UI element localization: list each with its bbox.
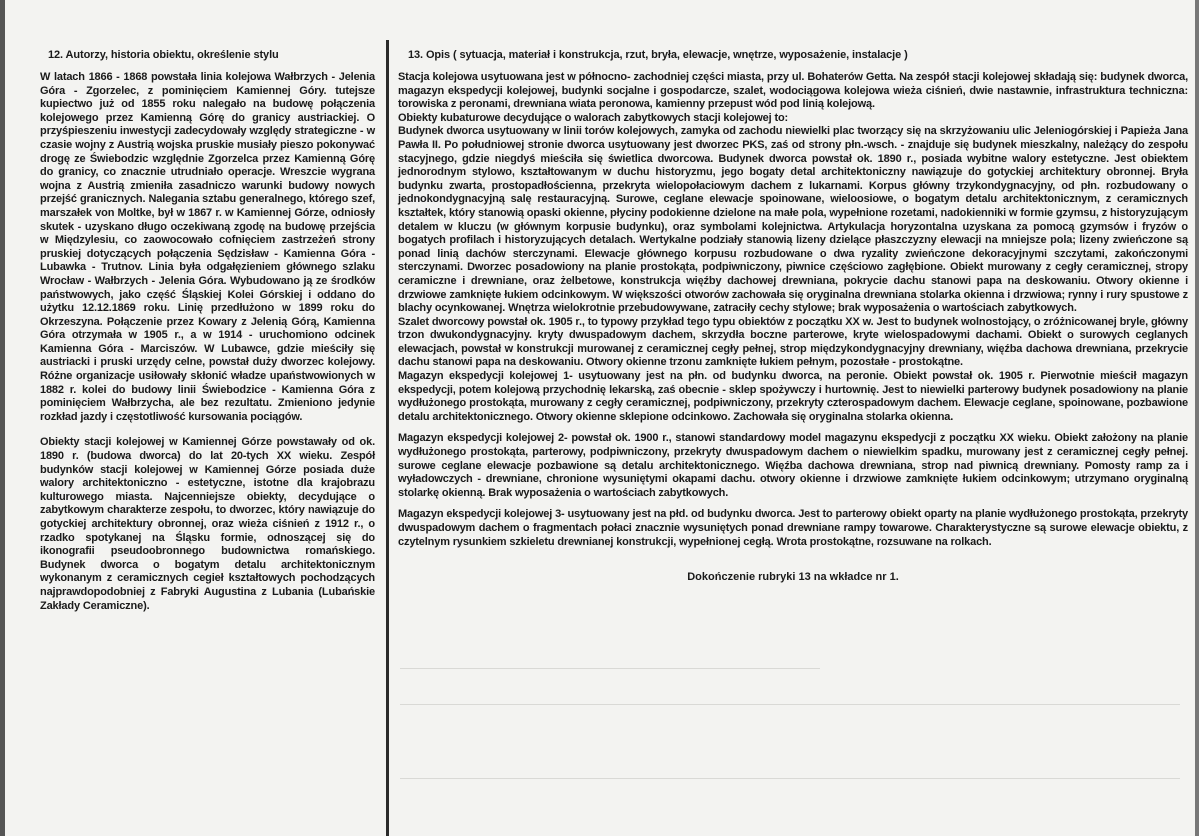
warehouse-2-paragraph: Magazyn ekspedycji kolejowej 2- powstał ok. 1900 r., stanowi standardowy model magazynu ekspedycji z początku XX wieku. Obiekt założony na planie wydłużonego prostokąta, parterowy, podpiwniczony, przekryty dwuspadowym dachem o niewielkim spadku, murowany jest z ceramicznej cegły pełnej. surowe ceglane elewacje pozbawione są detalu architektonicznego. Więźba dachowa drewniana, strop nad piwnicą drewniany. Pomosty ramp za i wyładowczych - drewniane, chronione wysuniętymi okapami dachu. otwory okienne i drzwiowe zamknięte łukiem odcinkowym; utrzymano oryginalną stolarkę okienną. Brak wyposażenia o wartościach zabytkowych. xyxy=(398,432,1188,499)
station-overview-paragraph: Stacja kolejowa usytuowana jest w północno- zachodniej części miasta, przy ul. Bohaterów Getta. Na zespół stacji kolejowej składają się: budynek dworca, magazyn ekspedycji kolejowej, budynki socjalne i gospodarcze, szalet, wodociągowa kolejowa wieża ciśnień, dwie nastawnie, infrastruktura techniczna: torowiska z peronami, drewniana wiata peronowa, kamienny przepust wód pod linią kolejową. xyxy=(398,71,1188,111)
warehouse-3-paragraph: Magazyn ekspedycji kolejowej 3- usytuowany jest na płd. od budynku dworca. Jest to parterowy obiekt oparty na planie wydłużonego prostokąta, przekryty dwuspadowym dachem o fragmentach połaci znacznie wysuniętych ponad drewniane rampy towarowe. Charakterystyczne są surowe elewacje obiektu, z czytelnym rysunkiem szkieletu drewnianej konstrukcji, wypełnionej cegłą. Wrota prostokątne, rozsuwane na rolkach. xyxy=(398,508,1188,548)
scan-edge-left xyxy=(0,0,5,836)
key-objects-intro: Obiekty kubaturowe decydujące o walorach zabytkowych stacji kolejowej to: xyxy=(398,111,789,124)
bleed-through-line xyxy=(400,668,820,669)
toilet-building-paragraph: Szalet dworcowy powstał ok. 1905 r., to typowy przykład tego typu obiektów z początku XX w. Jest to budynek wolnostojący, o zróżnicowanej bryle, główny trzon dwukondygnacyjny. kryty dwuspadowym dachem, skrzydła boczne parterowe, kryte wielospadowymi dachami. Obiekt o surowych ceglanych elewacjach, powstał w konstrukcji murowanej z ceramicznej cegły pełnej, strop międzykondygnacyjny drewniany, więźba dachowa drewniana, przekrycie dachu stanowi papa na deskowaniu. Otwory okienne trzonu zamknięte łukiem pełnym, pozostałe - prostokątne. xyxy=(398,315,1188,369)
bleed-through-line xyxy=(400,704,1180,705)
bleed-through-line xyxy=(400,778,1180,779)
warehouse-1-paragraph: Magazyn ekspedycji kolejowej 1- usytuowany jest na płn. od budynku dworca, na peronie. Obiekt powstał ok. 1905 r. Pierwotnie mieścił magazyn ekspedycji, potem kolejową przychodnię lekarską, zaś obecnie - sklep spożywczy i hurtownię. Jest to niewielki parterowy budynek posadowiony na planie wydłużonego prostokąta, murowany z cegły ceramicznej, podpiwniczony, przekryty czterospadowym dachem. Elewacje ceglane, spoinowane, pozbawione detalu architektonicznego. Otwory okienne sklepione odcinkowo. Zachowała się oryginalna stolarka okienna. xyxy=(398,370,1188,423)
station-building-paragraph: Budynek dworca usytuowany w linii torów kolejowych, zamyka od zachodu niewielki plac tworzący się na skrzyżowaniu ulic Jeleniogórskiej i Papieża Jana Pawła II. Po południowej stronie dworca usytuowany jest dworzec PKS, zaś od strony płn.-wsch. - znajduje się budynek mieszkalny, należący do zespołu stacyjnego, gdzie niegdyś mieściła się świetlica dworcowa. Budynek dworca powstał ok. 1890 r., posiada wybitne walory estetyczne. Jest obiektem jednorodnym stylowo, kształtowanym w duchu historyzmu, jego bogaty detal architektoniczny nawiązuje do gotyckiej architektury obronnej. Bryła budynku zwarta, prostopadłościenna, przekryta wielopołaciowym dachem z lukarnami. Korpus główny trzykondygnacyjny, od płn. rozbudowany o jednokondygnacyjną salę restauracyjną. Surowe, ceglane elewacje spoinowane, wieloosiowe, o bogatym detalu architektonicznym, z ceramicznych kształtek, który stanowią opaski okienne, płyciny podokienne dzielone na małe pola, wypełnione rozetami, nadokienniki w formie gzymsu, z historyzującym detalem w kluczu (w głównym korpusie budynku), oraz symbolami kolejnictwa. Artykulacja horyzontalna uzyskana za pomocą gzymsów i fryzów o bogatych profilach i historyzujących detalach. Wertykalne podziały stanowią lizeny dzielące płaszczyzny elewacji na mniejsze pola; lizeny zwieńczone są ponad linią dachów sterczynami. Elewacje głównego korpusu rozbudowane o dwa ryzality zwieńczone dekoracyjnymi szczytami, zakończonymi sterczynami. Dworzec posadowiony na planie prostokąta, podpiwniczony, piwnice częściowo zagłębione. Obiekt murowany z cegły ceramicznej, stropy ceramiczne i drewniane, oraz żelbetowe, konstrukcja więźby dachowej drewniana, pokrycie dachu stanowi papa na deskowaniu. Otwory okienne i drzwiowe zamknięte łukiem odcinkowym. W większości otworów zachowała się oryginalna drewniana stolarka okienna i drzwiowa; rynny i rury spustowe z blachy ocynkowanej. Wnętrza wielokrotnie przebudowywane, zatraciły cechy stylowe; brak wyposażenia o wartościach zabytkowych. xyxy=(398,125,1188,315)
style-paragraph: Obiekty stacji kolejowej w Kamiennej Górze powstawały od ok. 1890 r. (budowa dworca) do lat 20-tych XX wieku. Zespół budynków stacji kolejowej w Kamiennej Górze posiada duże walory architektoniczno - estetyczne, istotne dla krajobrazu kulturowego miasta. Najcenniejsze obiekty, decydujące o zabytkowym charakterze zespołu, to dworzec, który nawiązuje do gotyckiej architektury obronnej, oraz wieża ciśnień z 1912 r., o rzadko spotykanej na Śląsku formie, odnoszącej się do ikonografii pseudoobronnego budownictwa romańskiego. Budynek dworca o bogatym detalu architektonicznym wykonanym z ceramicznych cegieł kształtowych pochodzących najprawdopodobniej z Fabryki Augustina z Lubania (Lubańskie Zakłady Ceramiczne). xyxy=(40,436,375,612)
section-13-description xyxy=(398,49,1188,583)
column-divider xyxy=(386,40,389,836)
section-12-heading: 12. Autorzy, historia obiektu, określenie stylu xyxy=(48,49,279,61)
section-12-history xyxy=(40,49,375,613)
history-paragraph: W latach 1866 - 1868 powstała linia kolejowa Wałbrzych - Jelenia Góra - Zgorzelec, z pominięciem Kamiennej Góry. tutejsze kupiectwo już od 1855 roku nalegało na budowę połączenia kolejowego przez Kamienną Górę do granicy austriackiej. O przyśpieszeniu inwestycji zadecydowały względy strategiczne - w czasie wojny z Austrią wojska pruskie musiały pieszo pokonywać drogę ze Świebodzic względnie Zgorzelca przez Kamienną Górę do granicy, co znacznie utrudniało operacje. Wreszcie wygrana wojna z Austrią zmieniła zasadniczo warunki budowy nowych przejść granicznych. Nalegania sztabu generalnego, którego szef, marszałek von Moltke, był w 1867 r. w Kamiennej Górze, odniosły skutek - uzyskano długo oczekiwaną zgodę na budowę przejścia w Międzylesiu, co zaowocowało cofnięciem zastrzeżeń strony pruskiej dotyczących połączenia Sędzisław - Kamienna Góra - Lubawka - Trutnov. Linia była odgałęzieniem głównego szlaku Wrocław - Wałbrzych - Jelenia Góra. Wybudowano ją ze środków państwowych, jako część Śląskiej Kolei Górskiej i oddano do użytku 12.12.1869 roku. Linię przedłużono w 1899 roku do Okrzeszyna. Połączenie przez Kowary z Jelenią Górą, Kamienna Góra otrzymała w 1905 r., a w 1914 - uruchomiono odcinek Kamienna Góra - Marciszów. W Lubawce, gdzie mieściły się austriacki i pruski urzędy celne, powstał duży dworzec kolejowy. Różne organizacje usiłowały skłonić władze upaństwowionych w 1882 r. kolei do budowy linii Świebodzice - Kamienna Góra z pominięciem Wałbrzycha, ale bez rezultatu. Zmieniono jedynie rozkład jazdy i częstotliwość kursowania pociągów. xyxy=(40,71,375,423)
scan-edge-right xyxy=(1195,0,1199,836)
section-13-heading: 13. Opis ( sytuacja, materiał i konstrukcja, rzut, bryła, elewacje, wnętrze, wyposażenie, instalacje ) xyxy=(408,49,908,61)
continuation-note: Dokończenie rubryki 13 na wkładce nr 1. xyxy=(687,571,899,584)
